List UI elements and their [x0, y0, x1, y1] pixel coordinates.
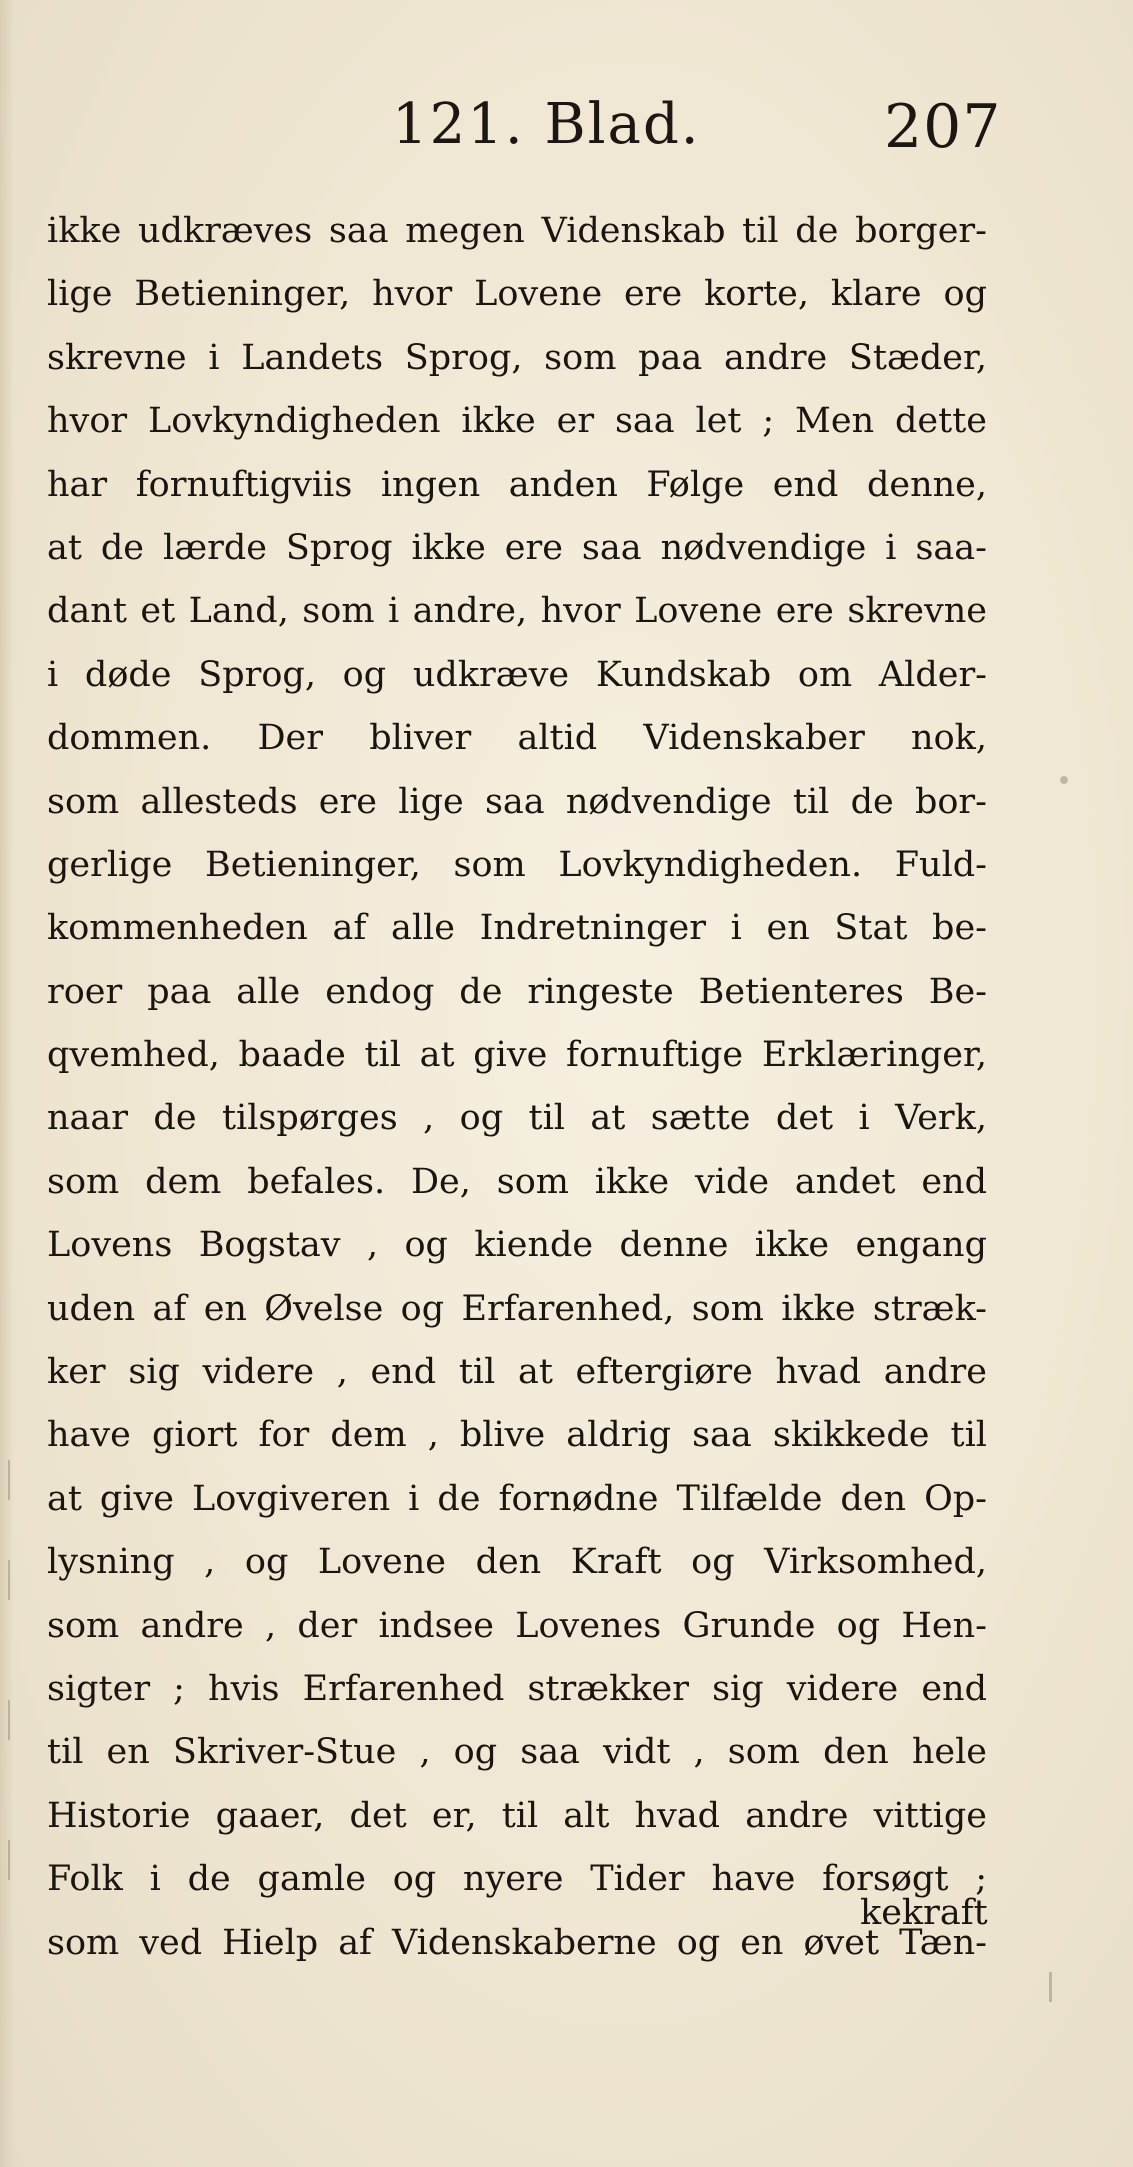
text-line: ker sig videre , end til at eftergiøre hvad andre: [47, 1352, 987, 1393]
text-line: Historie gaaer, det er, til alt hvad andre vittige: [47, 1795, 987, 1836]
margin-mark: [8, 1700, 10, 1740]
text-line: som allesteds ere lige saa nødvendige til de bor-: [47, 781, 987, 822]
leaf-label: 121. Blad.: [392, 92, 701, 157]
text-line: til en Skriver-Stue , og saa vidt , som den hele: [47, 1732, 987, 1773]
margin-mark: [8, 1840, 10, 1880]
text-line: uden af en Øvelse og Erfarenhed, som ikke stræk-: [47, 1288, 987, 1329]
margin-mark: [8, 1560, 10, 1600]
catchword: kekraft: [860, 1893, 988, 1933]
text-line: skrevne i Landets Sprog, som paa andre Stæder,: [47, 337, 987, 378]
text-line: i døde Sprog, og udkræve Kundskab om Alder-: [47, 654, 987, 695]
text-line: som dem befales. De, som ikke vide andet end: [47, 1161, 987, 1202]
text-line: at give Lovgiveren i de fornødne Tilfælde den Op-: [47, 1478, 987, 1519]
text-line: at de lærde Sprog ikke ere saa nødvendige i saa-: [47, 527, 987, 568]
text-line: som andre , der indsee Lovenes Grunde og Hen-: [47, 1605, 987, 1646]
text-line: ikke udkræves saa megen Videnskab til de borger-: [47, 211, 987, 251]
page-header: [0, 92, 1133, 172]
margin-mark: [1049, 1972, 1052, 2002]
text-line: dant et Land, som i andre, hvor Lovene ere skrevne: [47, 591, 987, 632]
body-text: [47, 200, 987, 1975]
text-line: Folk i de gamle og nyere Tider have forsøgt ;: [47, 1859, 987, 1900]
page-number: 207: [884, 92, 1002, 162]
text-line: som ved Hielp af Videnskaberne og en øvet Tæn-: [47, 1922, 987, 1963]
text-line: have giort for dem , blive aldrig saa skikkede til: [47, 1415, 987, 1456]
text-line: roer paa alle endog de ringeste Betienteres Be-: [47, 971, 987, 1012]
text-line: qvemhed, baade til at give fornuftige Erklæringer,: [47, 1035, 987, 1076]
text-line: lysning , og Lovene den Kraft og Virksomhed,: [47, 1542, 987, 1583]
text-line: lige Betieninger, hvor Lovene ere korte, klare og: [47, 274, 987, 315]
text-line: gerlige Betieninger, som Lovkyndigheden. Fuld-: [47, 844, 987, 885]
text-line: naar de tilspørges , og til at sætte det i Verk,: [47, 1098, 987, 1139]
binding-edge: [0, 0, 14, 2167]
text-line: dommen. Der bliver altid Videnskaber nok,: [47, 718, 987, 759]
text-line: har fornuftigviis ingen anden Følge end denne,: [47, 464, 987, 505]
margin-mark: [8, 1460, 10, 1500]
text-line: kommenheden af alle Indretninger i en Stat be-: [47, 908, 987, 949]
text-line: Lovens Bogstav , og kiende denne ikke engang: [47, 1225, 987, 1266]
text-line: sigter ; hvis Erfarenhed strækker sig videre end: [47, 1668, 987, 1709]
margin-mark: [1060, 776, 1068, 784]
text-line: hvor Lovkyndigheden ikke er saa let ; Men dette: [47, 401, 987, 442]
